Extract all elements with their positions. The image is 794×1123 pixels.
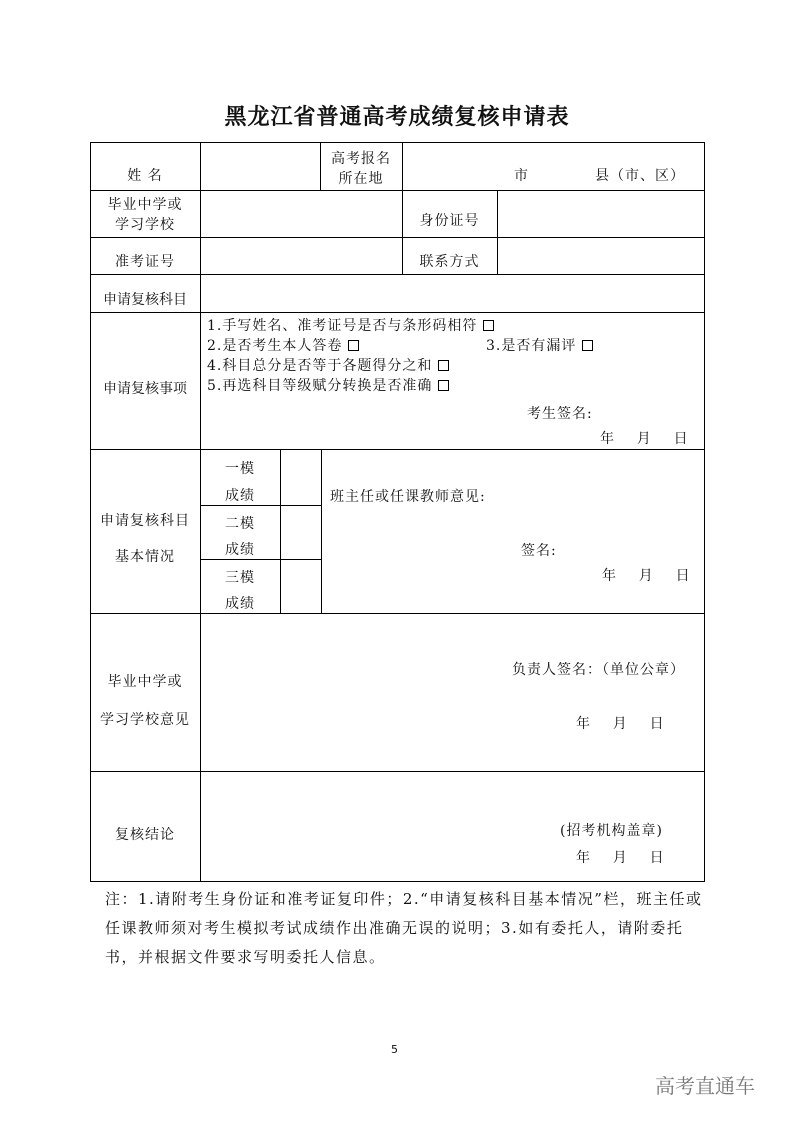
student-signature-label: 考生签名: xyxy=(527,406,593,422)
school-label: 毕业中学或 xyxy=(107,197,183,213)
checkbox[interactable] xyxy=(582,340,593,351)
col-divider xyxy=(321,449,322,613)
watermark: 高考直通车 xyxy=(655,1074,755,1098)
school-field[interactable] xyxy=(201,191,401,237)
row-divider xyxy=(90,771,705,772)
mock-1-label: 成绩 xyxy=(225,488,255,504)
reg-location-label: 所在地 xyxy=(338,171,384,187)
contact-label: 联系方式 xyxy=(419,254,480,270)
checkbox[interactable] xyxy=(438,380,449,391)
mock-2-label: 成绩 xyxy=(225,542,255,558)
contact-field[interactable] xyxy=(498,238,704,274)
stamp-label: (招考机构盖章) xyxy=(560,823,663,839)
mock-3-label: 成绩 xyxy=(225,596,255,612)
review-items-label: 申请复核事项 xyxy=(103,381,187,397)
date-line: 年 月 日 xyxy=(602,568,691,584)
teacher-opinion-label: 班主任或任课教师意见: xyxy=(330,489,486,505)
review-item-3[interactable] xyxy=(486,335,593,355)
item-text: 4.科目总分是否等于各题得分之和 xyxy=(207,358,433,374)
checkbox[interactable] xyxy=(438,360,449,371)
mock-2-score-field[interactable] xyxy=(281,506,321,559)
review-item-1[interactable] xyxy=(207,315,494,335)
city-label: 市 xyxy=(514,168,529,184)
item-text: 2.是否考生本人答卷 xyxy=(207,338,343,354)
exam-number-field[interactable] xyxy=(201,238,401,274)
basic-info-label: 基本情况 xyxy=(115,549,175,565)
item-text: 1.手写姓名、准考证号是否与条形码相符 xyxy=(207,318,478,334)
page-number: 5 xyxy=(391,1043,398,1056)
table-border xyxy=(90,142,705,143)
date-line: 年 月 日 xyxy=(576,716,665,732)
footnote: 注：1.请附考生身份证和准考证复印件；2.“申请复核科目基本情况”栏，班主任或任课教师须对考生模拟考试成绩作出准确无误的说明；3.如有委托人，请附委托书，并根据文件要求写明委托人信息。 xyxy=(105,890,703,966)
form-title: 黑龙江省普通高考成绩复核申请表 xyxy=(224,104,570,130)
table-border xyxy=(704,142,705,882)
mock-2-label: 二模 xyxy=(225,516,255,532)
name-field[interactable] xyxy=(201,143,320,190)
review-conclusion-label: 复核结论 xyxy=(115,827,175,843)
school-opinion-label: 毕业中学或 xyxy=(107,674,183,690)
date-line: 年 月 日 xyxy=(576,850,665,866)
reg-location-label: 高考报名 xyxy=(331,151,391,167)
mock-1-score-field[interactable] xyxy=(281,450,321,505)
item-text: 3.是否有漏评 xyxy=(486,338,577,354)
county-label: 县（市、区） xyxy=(595,168,685,184)
mock-3-label: 三模 xyxy=(225,570,255,586)
teacher-signature-label: 签名: xyxy=(521,543,557,559)
date-line: 年 月 日 xyxy=(600,431,689,447)
basic-info-label: 申请复核科目 xyxy=(100,513,190,529)
exam-number-label: 准考证号 xyxy=(115,254,175,270)
subject-field[interactable] xyxy=(201,275,704,312)
checkbox[interactable] xyxy=(348,340,359,351)
principal-signature-label: 负责人签名：（单位公章） xyxy=(512,662,685,678)
mock-3-score-field[interactable] xyxy=(281,560,321,613)
id-number-field[interactable] xyxy=(498,191,704,237)
review-item-4[interactable] xyxy=(207,355,449,375)
table-border xyxy=(90,881,705,882)
row-divider xyxy=(90,312,705,313)
id-number-label: 身份证号 xyxy=(419,213,480,229)
mock-1-label: 一模 xyxy=(225,461,255,477)
review-item-2[interactable] xyxy=(207,335,359,355)
row-divider xyxy=(90,449,705,450)
school-label: 学习学校 xyxy=(115,217,175,233)
school-opinion-label: 学习学校意见 xyxy=(100,712,190,728)
subject-label: 申请复核科目 xyxy=(103,292,187,308)
row-divider xyxy=(90,613,705,614)
checkbox[interactable] xyxy=(483,320,494,331)
name-label: 姓 名 xyxy=(127,168,163,184)
review-item-5[interactable] xyxy=(207,375,449,395)
item-text: 5.再选科目等级赋分转换是否准确 xyxy=(207,378,433,394)
